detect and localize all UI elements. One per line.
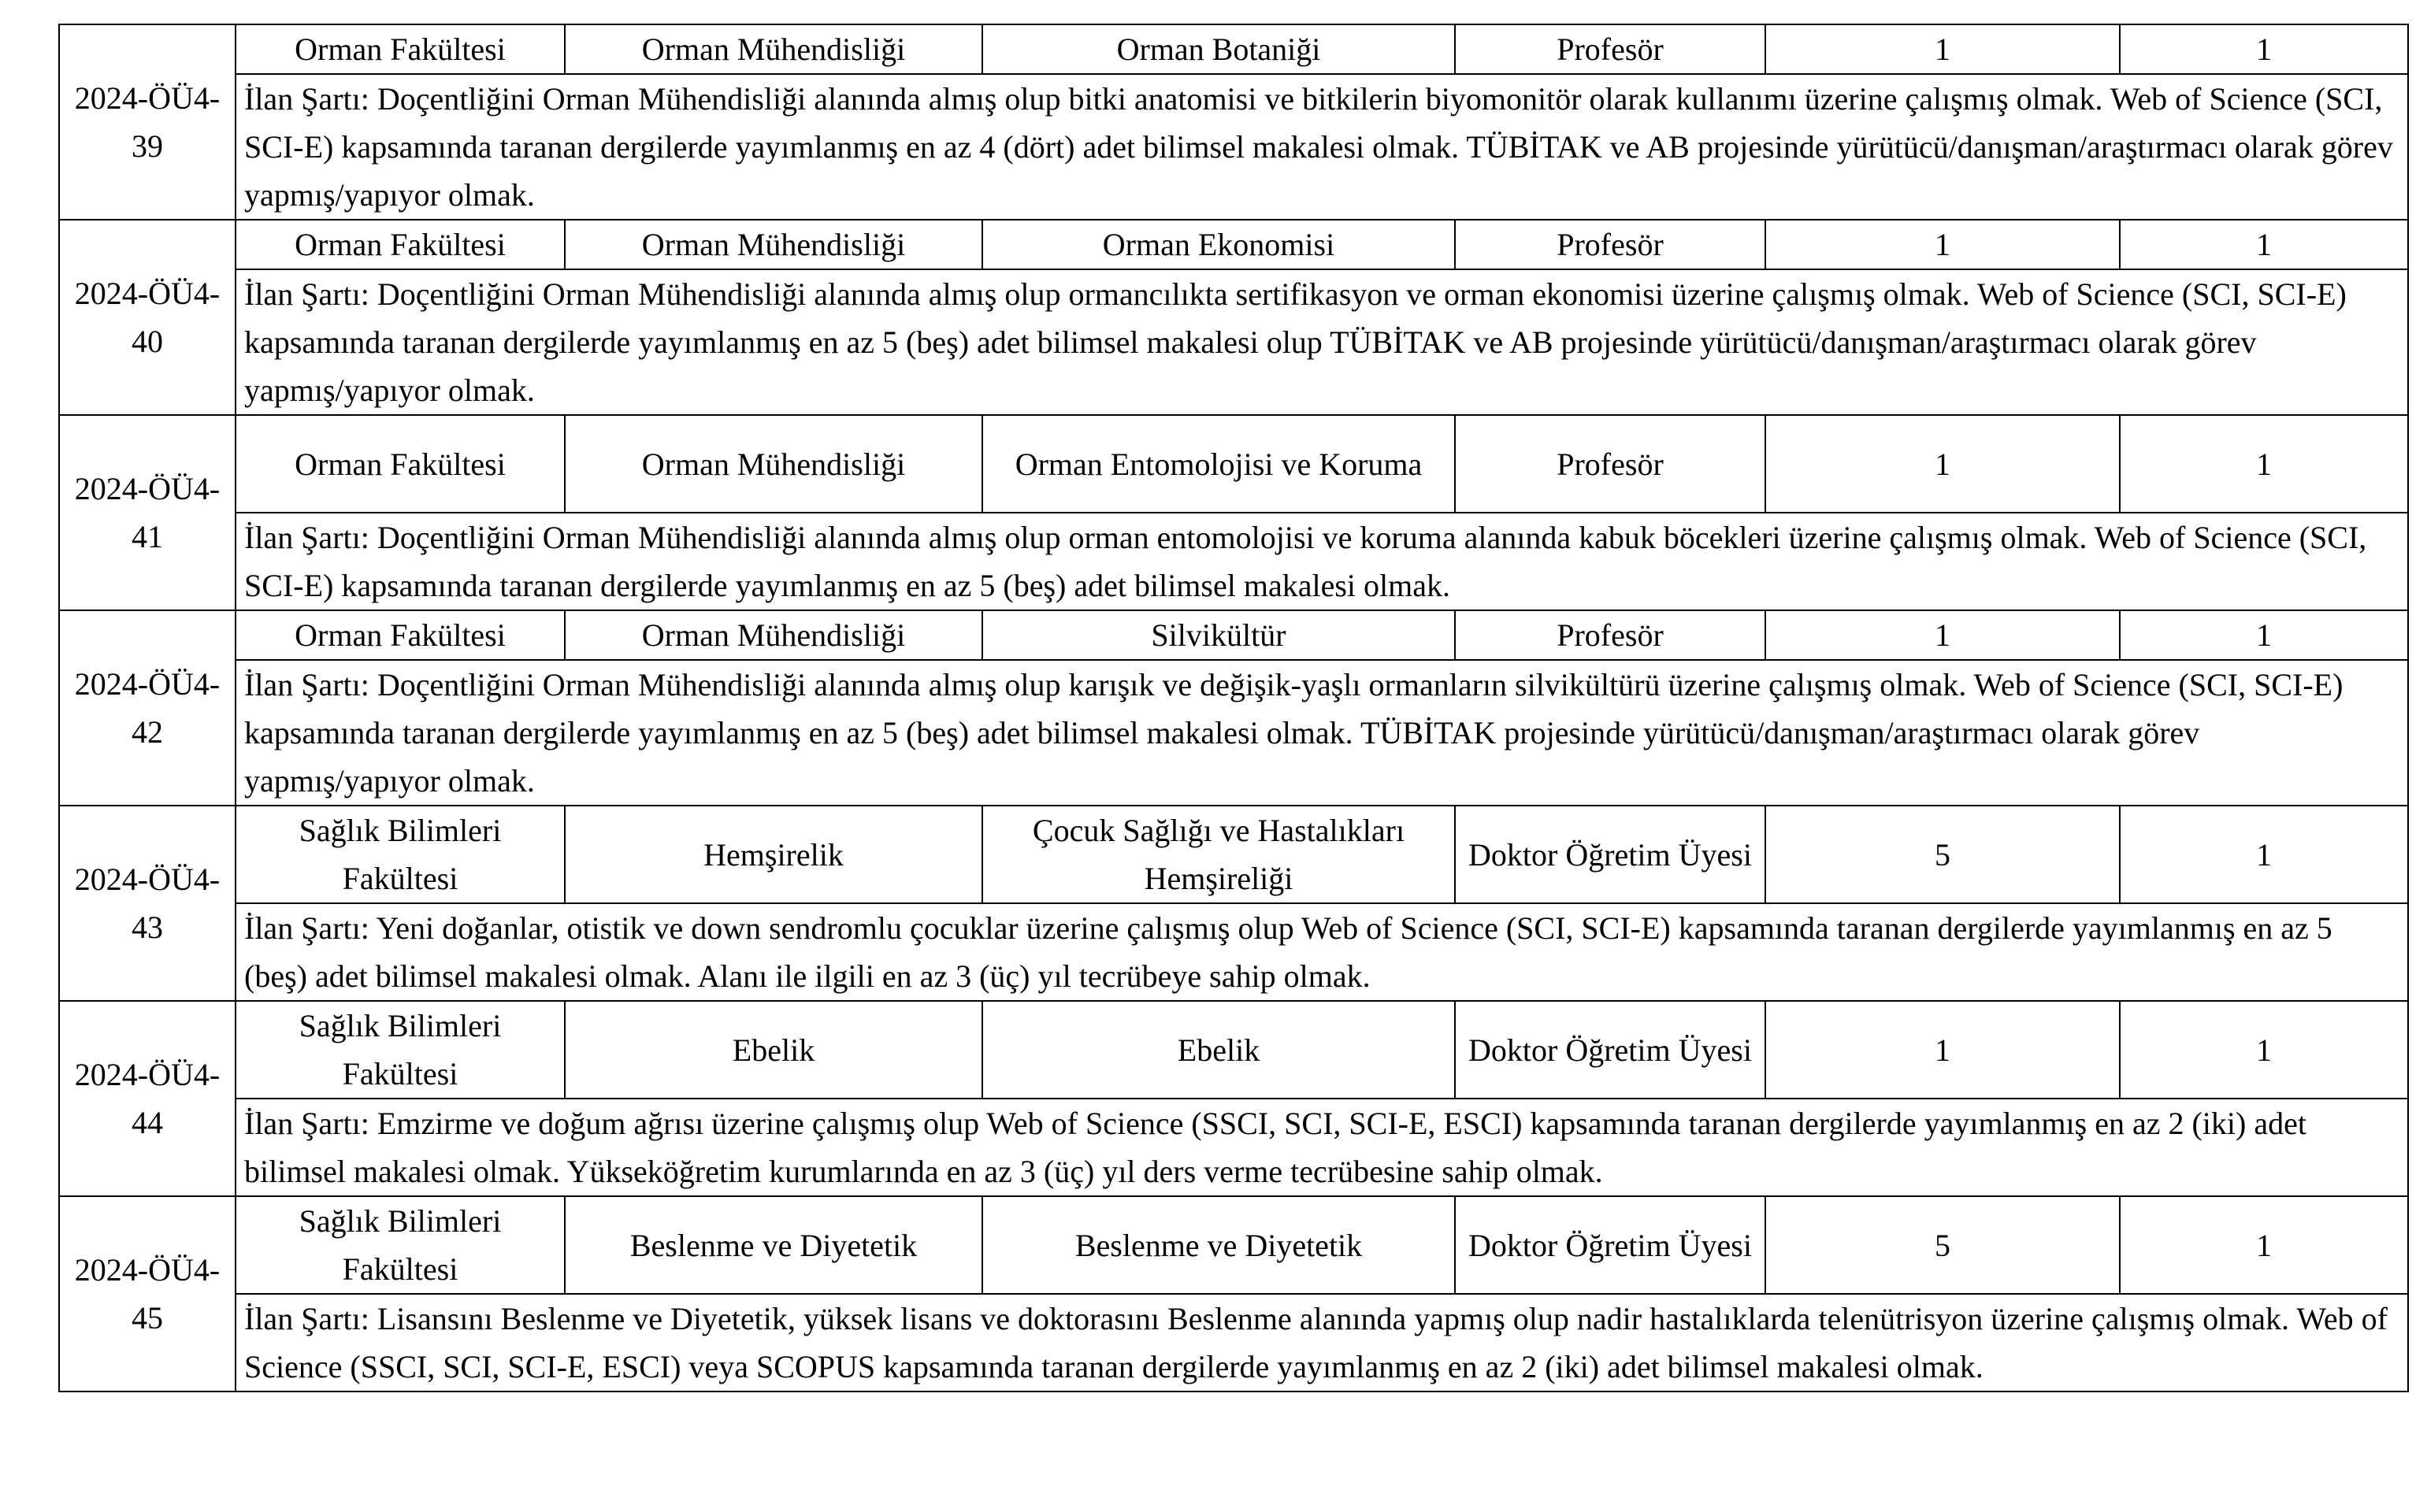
- faculty-cell: Sağlık Bilimleri Fakültesi: [236, 1001, 565, 1099]
- count-cell: 1: [2120, 610, 2408, 660]
- listing-row: [59, 806, 2408, 903]
- listing-row: [59, 610, 2408, 660]
- department-cell: Orman Mühendisliği: [565, 415, 982, 513]
- count-cell: 1: [2120, 24, 2408, 74]
- faculty-cell: Orman Fakültesi: [236, 220, 565, 269]
- department-cell: Ebelik: [565, 1001, 982, 1099]
- subdivision-cell: Orman Botaniği: [982, 24, 1455, 74]
- faculty-cell: Sağlık Bilimleri Fakültesi: [236, 1196, 565, 1294]
- department-cell: Orman Mühendisliği: [565, 610, 982, 660]
- faculty-cell: Sağlık Bilimleri Fakültesi: [236, 806, 565, 903]
- listing-condition-row: [59, 1294, 2408, 1392]
- count-cell: 1: [2120, 1196, 2408, 1294]
- title-cell: Doktor Öğretim Üyesi: [1455, 1196, 1765, 1294]
- count-cell: 1: [2120, 415, 2408, 513]
- degree-cell: 1: [1765, 220, 2120, 269]
- subdivision-cell: Çocuk Sağlığı ve Hastalıkları Hemşireliği: [982, 806, 1455, 903]
- listing-code: 2024-ÖÜ4-39: [59, 24, 236, 220]
- subdivision-cell: Orman Entomolojisi ve Koruma: [982, 415, 1455, 513]
- degree-cell: 5: [1765, 806, 2120, 903]
- subdivision-cell: Silvikültür: [982, 610, 1455, 660]
- listing-condition-row: [59, 1099, 2408, 1196]
- condition-cell: İlan Şartı: Yeni doğanlar, otistik ve down sendromlu çocuklar üzerine çalışmış olup Web of Science (SCI, SCI-E) kapsamında taranan dergilerde yayımlanmış en az 5 (beş) adet bilimsel makalesi olmak. Alanı ile ilgili en az 3 (üç) yıl tecrübeye sahip olmak.: [236, 903, 2408, 1001]
- condition-cell: İlan Şartı: Emzirme ve doğum ağrısı üzerine çalışmış olup Web of Science (SSCI, SCI, SCI-E, ESCI) kapsamında taranan dergilerde yayımlanmış en az 2 (iki) adet bilimsel makalesi olmak. Yükseköğretim kurumlarında en az 3 (üç) yıl ders verme tecrübesine sahip olmak.: [236, 1099, 2408, 1196]
- subdivision-cell: Orman Ekonomisi: [982, 220, 1455, 269]
- condition-cell: İlan Şartı: Lisansını Beslenme ve Diyetetik, yüksek lisans ve doktorasını Beslenme alanında yapmış olup nadir hastalıklarda telenütrisyon üzerine çalışmış olmak. Web of Science (SSCI, SCI, SCI-E, ESCI) veya SCOPUS kapsamında taranan dergilerde yayımlanmış en az 2 (iki) adet bilimsel makalesi olmak.: [236, 1294, 2408, 1392]
- degree-cell: 1: [1765, 1001, 2120, 1099]
- listing-row: [59, 415, 2408, 513]
- title-cell: Doktor Öğretim Üyesi: [1455, 1001, 1765, 1099]
- listing-condition-row: [59, 660, 2408, 806]
- title-cell: Profesör: [1455, 24, 1765, 74]
- count-cell: 1: [2120, 220, 2408, 269]
- department-cell: Hemşirelik: [565, 806, 982, 903]
- condition-cell: İlan Şartı: Doçentliğini Orman Mühendisliği alanında almış olup karışık ve değişik-yaşlı ormanların silvikültürü üzerine çalışmış olmak. Web of Science (SCI, SCI-E) kapsamında taranan dergilerde yayımlanmış en az 5 (beş) adet bilimsel makalesi olmak. TÜBİTAK projesinde yürütücü/danışman/araştırmacı olarak görev yapmış/yapıyor olmak.: [236, 660, 2408, 806]
- listing-code: 2024-ÖÜ4-43: [59, 806, 236, 1001]
- faculty-cell: Orman Fakültesi: [236, 415, 565, 513]
- listings-body: [59, 24, 2408, 1392]
- subdivision-cell: Ebelik: [982, 1001, 1455, 1099]
- title-cell: Profesör: [1455, 415, 1765, 513]
- degree-cell: 5: [1765, 1196, 2120, 1294]
- listing-row: [59, 220, 2408, 269]
- degree-cell: 1: [1765, 415, 2120, 513]
- degree-cell: 1: [1765, 24, 2120, 74]
- listing-row: [59, 1001, 2408, 1099]
- position-listings-table: [58, 24, 2409, 1392]
- listing-condition-row: [59, 903, 2408, 1001]
- listing-code: 2024-ÖÜ4-40: [59, 220, 236, 415]
- faculty-cell: Orman Fakültesi: [236, 24, 565, 74]
- department-cell: Orman Mühendisliği: [565, 24, 982, 74]
- department-cell: Beslenme ve Diyetetik: [565, 1196, 982, 1294]
- condition-cell: İlan Şartı: Doçentliğini Orman Mühendisliği alanında almış olup bitki anatomisi ve bitkilerin biyomonitör olarak kullanımı üzerine çalışmış olmak. Web of Science (SCI, SCI-E) kapsamında taranan dergilerde yayımlanmış en az 4 (dört) adet bilimsel makalesi olmak. TÜBİTAK ve AB projesinde yürütücü/danışman/araştırmacı olarak görev yapmış/yapıyor olmak.: [236, 74, 2408, 220]
- listing-row: [59, 24, 2408, 74]
- listing-code: 2024-ÖÜ4-45: [59, 1196, 236, 1392]
- condition-cell: İlan Şartı: Doçentliğini Orman Mühendisliği alanında almış olup orman entomolojisi ve koruma alanında kabuk böcekleri üzerine çalışmış olmak. Web of Science (SCI, SCI-E) kapsamında taranan dergilerde yayımlanmış en az 5 (beş) adet bilimsel makalesi olmak.: [236, 513, 2408, 610]
- count-cell: 1: [2120, 806, 2408, 903]
- listing-row: [59, 1196, 2408, 1294]
- listing-condition-row: [59, 74, 2408, 220]
- count-cell: 1: [2120, 1001, 2408, 1099]
- listing-code: 2024-ÖÜ4-44: [59, 1001, 236, 1196]
- listing-condition-row: [59, 513, 2408, 610]
- condition-cell: İlan Şartı: Doçentliğini Orman Mühendisliği alanında almış olup ormancılıkta sertifikasyon ve orman ekonomisi üzerine çalışmış olmak. Web of Science (SCI, SCI-E) kapsamında taranan dergilerde yayımlanmış en az 5 (beş) adet bilimsel makalesi olup TÜBİTAK ve AB projesinde yürütücü/danışman/araştırmacı olarak görev yapmış/yapıyor olmak.: [236, 269, 2408, 415]
- listing-condition-row: [59, 269, 2408, 415]
- listing-code: 2024-ÖÜ4-41: [59, 415, 236, 610]
- department-cell: Orman Mühendisliği: [565, 220, 982, 269]
- listing-code: 2024-ÖÜ4-42: [59, 610, 236, 806]
- subdivision-cell: Beslenme ve Diyetetik: [982, 1196, 1455, 1294]
- title-cell: Doktor Öğretim Üyesi: [1455, 806, 1765, 903]
- degree-cell: 1: [1765, 610, 2120, 660]
- faculty-cell: Orman Fakültesi: [236, 610, 565, 660]
- title-cell: Profesör: [1455, 610, 1765, 660]
- title-cell: Profesör: [1455, 220, 1765, 269]
